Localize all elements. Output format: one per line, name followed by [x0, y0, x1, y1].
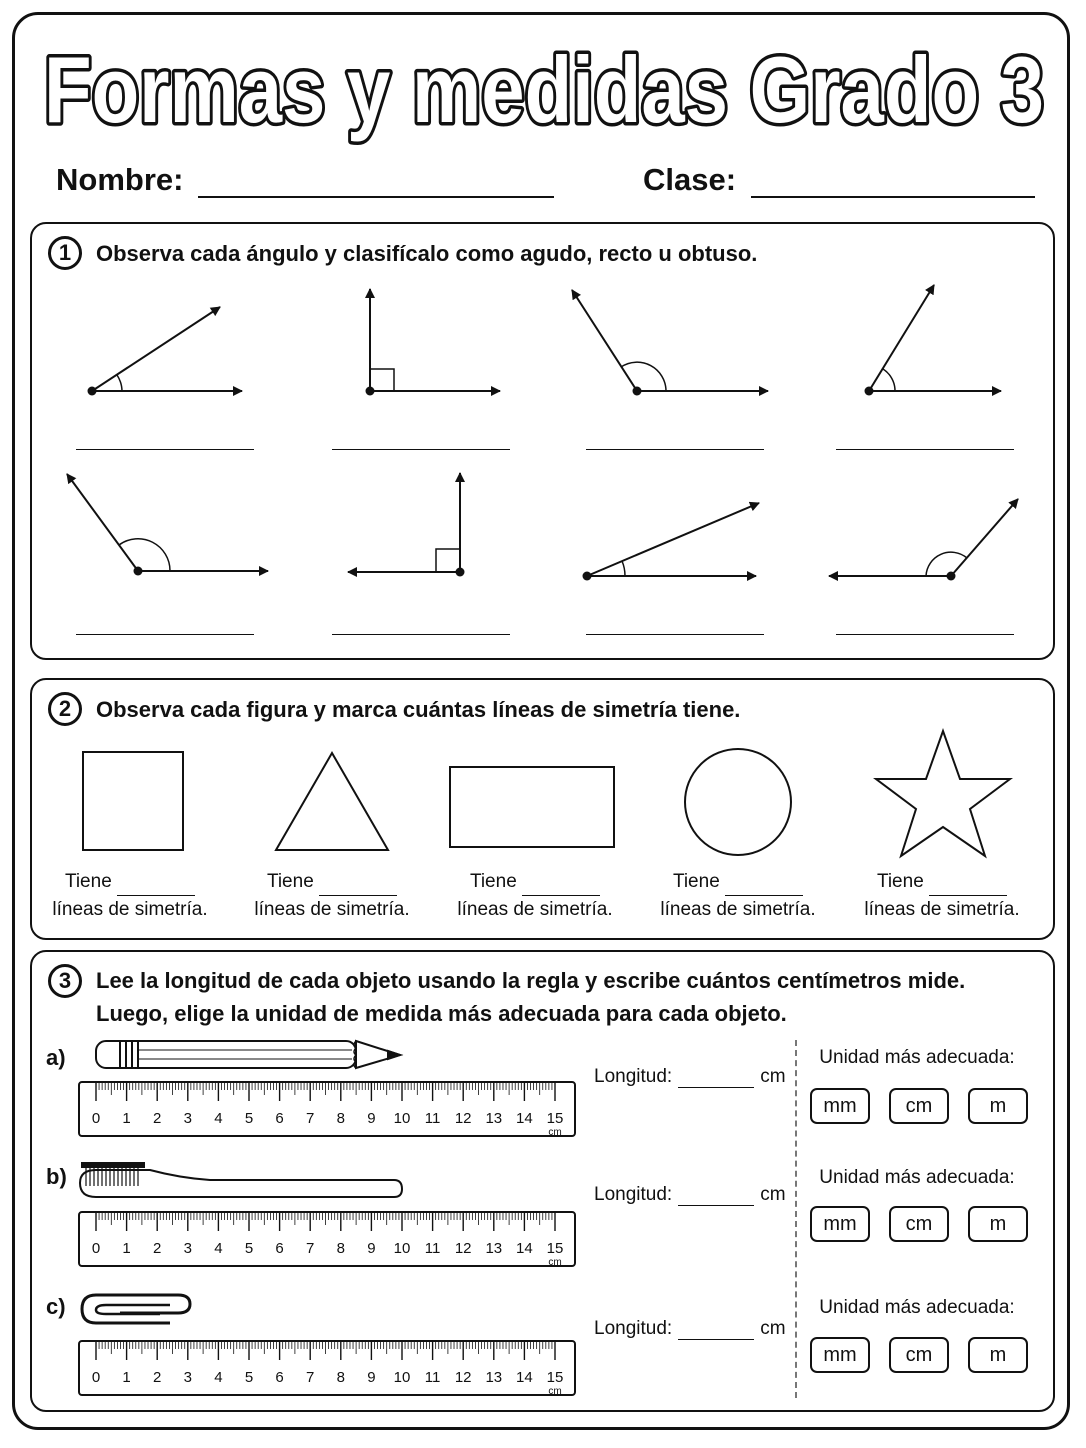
ruler-number: 12 [454, 1369, 472, 1386]
ruler-number: 10 [393, 1110, 411, 1127]
ruler-number: 6 [275, 1369, 284, 1386]
ruler-unit-label: cm [548, 1257, 562, 1268]
name-label: Nombre: [56, 162, 184, 197]
ruler-unit-label: cm [548, 1386, 562, 1397]
item-a-option-mm[interactable]: mm [810, 1088, 870, 1124]
item-c-option-m[interactable]: m [968, 1337, 1028, 1373]
ruler-number: 7 [306, 1240, 315, 1257]
question-3-text: Lee la longitud de cada objeto usando la regla y escribe cuántos centímetros mide. Luego, elige la unidad de medida más adecuada para cada objeto. [96, 968, 966, 1026]
ruler-number: 1 [122, 1369, 131, 1386]
ruler-number: 6 [275, 1240, 284, 1257]
ruler-number: 1 [122, 1110, 131, 1127]
question-2-text: Observa cada figura y marca cuántas líneas de simetría tiene. [96, 696, 741, 722]
item-c-option-cm[interactable]: cm [889, 1337, 949, 1373]
question-number-3: 3 [48, 964, 82, 998]
item-a-option-cm[interactable]: cm [889, 1088, 949, 1124]
ruler-number: 13 [485, 1240, 503, 1257]
ruler-number: 8 [336, 1240, 345, 1257]
item-b-longitud: Longitud: cm [594, 1184, 786, 1205]
ruler-number: 0 [91, 1110, 101, 1127]
ruler-a [78, 1081, 576, 1137]
item-c-unit-title: Unidad más adecuada: [819, 1297, 1015, 1318]
ruler-number: 5 [244, 1369, 254, 1386]
ruler-number: 9 [367, 1110, 376, 1127]
ruler-b [78, 1211, 576, 1267]
ruler-number: 9 [367, 1369, 376, 1386]
item-a-length-blank[interactable] [678, 1069, 754, 1088]
circle-symmetry-label: Tiene líneas de simetría. [660, 871, 816, 920]
item-c-option-mm[interactable]: mm [810, 1337, 870, 1373]
ruler-number: 5 [244, 1240, 254, 1257]
ruler-number: 2 [153, 1240, 162, 1257]
ruler-number: 0 [91, 1369, 101, 1386]
ruler-number: 11 [424, 1240, 441, 1257]
ruler-number: 15 [546, 1110, 564, 1127]
ruler-number: 6 [275, 1110, 284, 1127]
ruler-number: 13 [485, 1110, 503, 1127]
ruler-number: 14 [516, 1240, 533, 1257]
ruler-number: 7 [306, 1369, 315, 1386]
item-b-letter: b) [46, 1164, 67, 1189]
ruler-number: 13 [485, 1369, 503, 1386]
toothbrush-icon [80, 1163, 402, 1197]
question-1-text: Observa cada ángulo y clasifícalo como agudo, recto u obtuso. [96, 240, 758, 266]
ruler-number: 9 [367, 1240, 376, 1257]
ruler-number: 14 [516, 1369, 533, 1386]
star-symmetry-label: Tiene líneas de simetría. [864, 871, 1020, 920]
question-number-1: 1 [48, 236, 82, 270]
ruler-number: 10 [393, 1369, 411, 1386]
ruler-number: 0 [91, 1240, 101, 1257]
item-a-unit-title: Unidad más adecuada: [819, 1047, 1015, 1068]
ruler-number: 3 [183, 1369, 192, 1386]
item-a-longitud: Longitud: cm [594, 1066, 786, 1087]
ruler-number: 11 [424, 1369, 441, 1386]
triangle-symmetry-label: Tiene líneas de simetría. [254, 871, 410, 920]
ruler-number: 4 [214, 1110, 223, 1127]
ruler-number: 11 [424, 1110, 441, 1127]
item-b-option-cm[interactable]: cm [889, 1206, 949, 1242]
ruler-number: 3 [183, 1110, 192, 1127]
ruler-number: 2 [153, 1110, 162, 1127]
ruler-a-scale [80, 1083, 578, 1139]
ruler-number: 8 [336, 1369, 345, 1386]
ruler-number: 5 [244, 1110, 254, 1127]
ruler-unit-label: cm [548, 1127, 562, 1138]
ruler-number: 4 [214, 1240, 223, 1257]
ruler-number: 7 [306, 1110, 315, 1127]
ruler-number: 15 [546, 1369, 564, 1386]
ruler-number: 2 [153, 1369, 162, 1386]
item-b-unit-title: Unidad más adecuada: [819, 1167, 1015, 1188]
square-symmetry-label: Tiene líneas de simetría. [52, 871, 208, 920]
item-a-option-m[interactable]: m [968, 1088, 1028, 1124]
ruler-number: 4 [214, 1369, 223, 1386]
svg-text:Formas y medidas Grado 3: Formas y medidas Grado 3 [44, 37, 1044, 142]
pencil-icon [96, 1041, 400, 1068]
ruler-number: 15 [546, 1240, 564, 1257]
item-c-length-blank[interactable] [678, 1321, 754, 1340]
ruler-c-scale [80, 1342, 578, 1398]
ruler-number: 3 [183, 1240, 192, 1257]
ruler-number: 8 [336, 1110, 345, 1127]
item-b-option-mm[interactable]: mm [810, 1206, 870, 1242]
item-a-letter: a) [46, 1045, 66, 1070]
ruler-number: 12 [454, 1240, 472, 1257]
item-c-longitud: Longitud: cm [594, 1318, 786, 1339]
question-number-2: 2 [48, 692, 82, 726]
item-b-option-m[interactable]: m [968, 1206, 1028, 1242]
item-b-length-blank[interactable] [678, 1187, 754, 1206]
class-label: Clase: [643, 162, 737, 197]
ruler-number: 12 [454, 1110, 472, 1127]
rectangle-symmetry-label: Tiene líneas de simetría. [457, 871, 613, 920]
ruler-number: 10 [393, 1240, 411, 1257]
ruler-b-scale [80, 1213, 578, 1269]
paperclip-icon [82, 1295, 190, 1323]
item-c-letter: c) [46, 1294, 66, 1319]
ruler-number: 1 [122, 1240, 131, 1257]
ruler-c [78, 1340, 576, 1396]
ruler-number: 14 [516, 1110, 533, 1127]
